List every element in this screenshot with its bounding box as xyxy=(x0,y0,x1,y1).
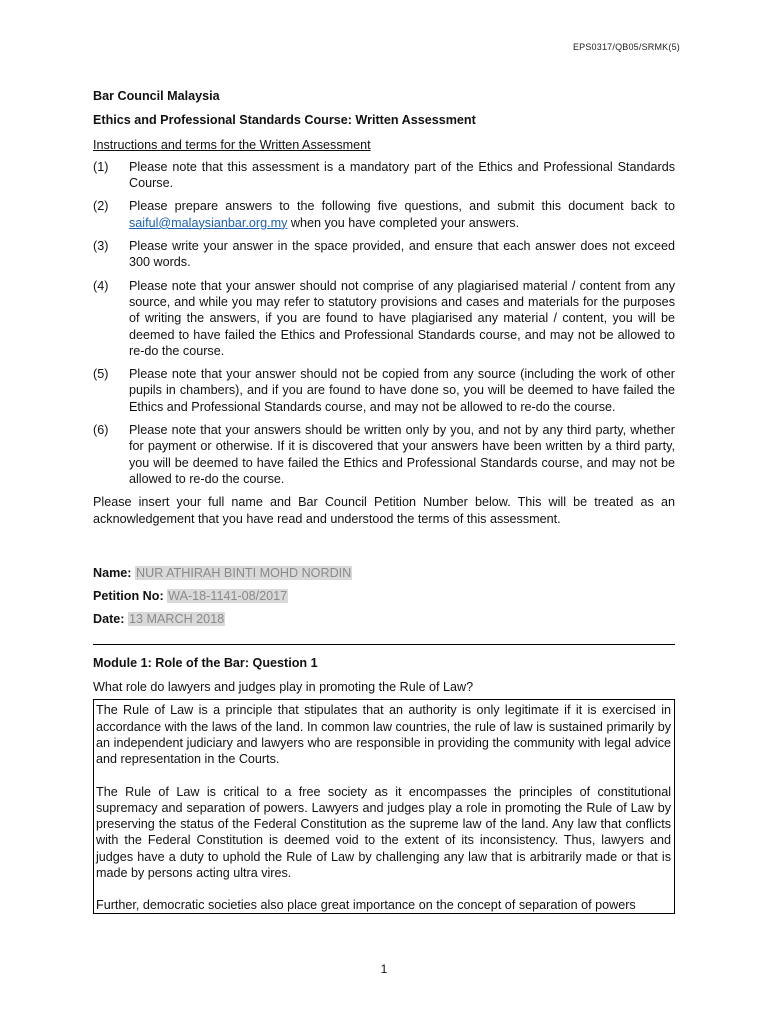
instruction-item-2 xyxy=(93,198,675,231)
item-text: Please note that this assessment is a mandatory part of the Ethics and Professional Standards Course. xyxy=(129,159,675,191)
name-label: Name: xyxy=(93,565,132,580)
item-text: Please note that your answers should be written only by you, and not by any third party, whether for payment or otherwise. If it is discovered that your answers have been written by a third party, you will be deemed to have failed the Ethics and Professional Standards course, and may not be allowed to re-do the course. xyxy=(129,423,675,486)
instruction-item-1 xyxy=(93,159,675,192)
answer-box[interactable] xyxy=(93,699,675,914)
item-text xyxy=(129,198,675,231)
item-number: (5) xyxy=(93,367,109,382)
section-divider xyxy=(93,644,675,645)
date-field xyxy=(93,611,675,627)
petition-value[interactable]: WA-18-1141-08/2017 xyxy=(168,589,288,604)
date-value[interactable]: 13 MARCH 2018 xyxy=(129,612,225,627)
item-text-after: when you have completed your answers. xyxy=(287,215,520,230)
item-number: (2) xyxy=(93,199,109,214)
document-reference: EPS0317/QB05/SRMK(5) xyxy=(572,42,680,52)
email-link[interactable]: saiful@malaysianbar.org.my xyxy=(129,215,288,230)
name-value[interactable]: NUR ATHIRAH BINTI MOHD NORDIN xyxy=(136,565,352,580)
acknowledgement-note: Please insert your full name and Bar Council Petition Number below. This will be treated as an acknowledgement that you have read and understood the terms of this assessment. xyxy=(93,495,675,526)
item-text: Please note that your answer should not comprise of any plagiarised material / content from any source, and while you may refer to statutory provisions and cases and materials for the purposes of writing the answers, if you are found to have plagiarised any material / content, you will be deemed to have failed the Ethics and Professional Standards course, and may not be allowed to re-do the course. xyxy=(129,278,675,358)
module-title: Module 1: Role of the Bar: Question 1 xyxy=(93,655,318,670)
item-number: (4) xyxy=(93,278,109,293)
petition-label: Petition No: xyxy=(93,589,164,604)
petition-field xyxy=(93,588,675,604)
course-heading: Ethics and Professional Standards Course: Written Assessment xyxy=(93,113,476,128)
question-text: What role do lawyers and judges play in promoting the Rule of Law? xyxy=(93,680,474,695)
answer-paragraph-2: The Rule of Law is critical to a free society as it encompasses the principles of constitutional supremacy and separation of powers. Lawyers and judges play a role in promoting the Rule of Law by preserving the status of the Federal Constitution as the supreme law of the land. Any law that conflicts with the Federal Constitution is deemed void to the extent of its inconsistency. Thus, lawyers and judges have a duty to uphold the Rule of Law by challenging any law that is arbitrarily made or that is made by persons acting ultra vires. xyxy=(96,784,671,880)
instruction-item-6 xyxy=(93,422,675,487)
item-number: (1) xyxy=(93,159,109,174)
name-field xyxy=(93,565,675,581)
item-number: (3) xyxy=(93,239,109,254)
instruction-item-4 xyxy=(93,278,675,359)
document-body xyxy=(93,88,675,914)
item-text: Please write your answer in the space provided, and ensure that each answer does not exceed 300 words. xyxy=(129,239,675,270)
instruction-item-5 xyxy=(93,366,675,415)
item-text: Please note that your answer should not be copied from any source (including the work of other pupils in chambers), and if you are found to have done so, you will be deemed to have failed the Ethics and Professional Standards course, and may not be allowed to re-do the course. xyxy=(129,367,675,414)
date-label: Date: xyxy=(93,612,125,627)
instructions-title: Instructions and terms for the Written Assessment xyxy=(93,137,371,152)
instruction-item-3 xyxy=(93,238,675,271)
organization-heading: Bar Council Malaysia xyxy=(93,89,220,103)
answer-paragraph-1: The Rule of Law is a principle that stipulates that an authority is only legitimate if it is exercised in accordance with the laws of the land. In common law countries, the rule of law is sustained primarily by an independent judiciary and lawyers who are responsible in providing the community with legal advice and representation in the Courts. xyxy=(96,703,671,767)
item-text-before: Please prepare answers to the following five questions, and submit this document back to xyxy=(129,199,675,214)
page-number: 1 xyxy=(380,962,388,976)
answer-paragraph-3: Further, democratic societies also place great importance on the concept of separation of powers xyxy=(96,898,636,913)
item-number: (6) xyxy=(93,423,109,438)
